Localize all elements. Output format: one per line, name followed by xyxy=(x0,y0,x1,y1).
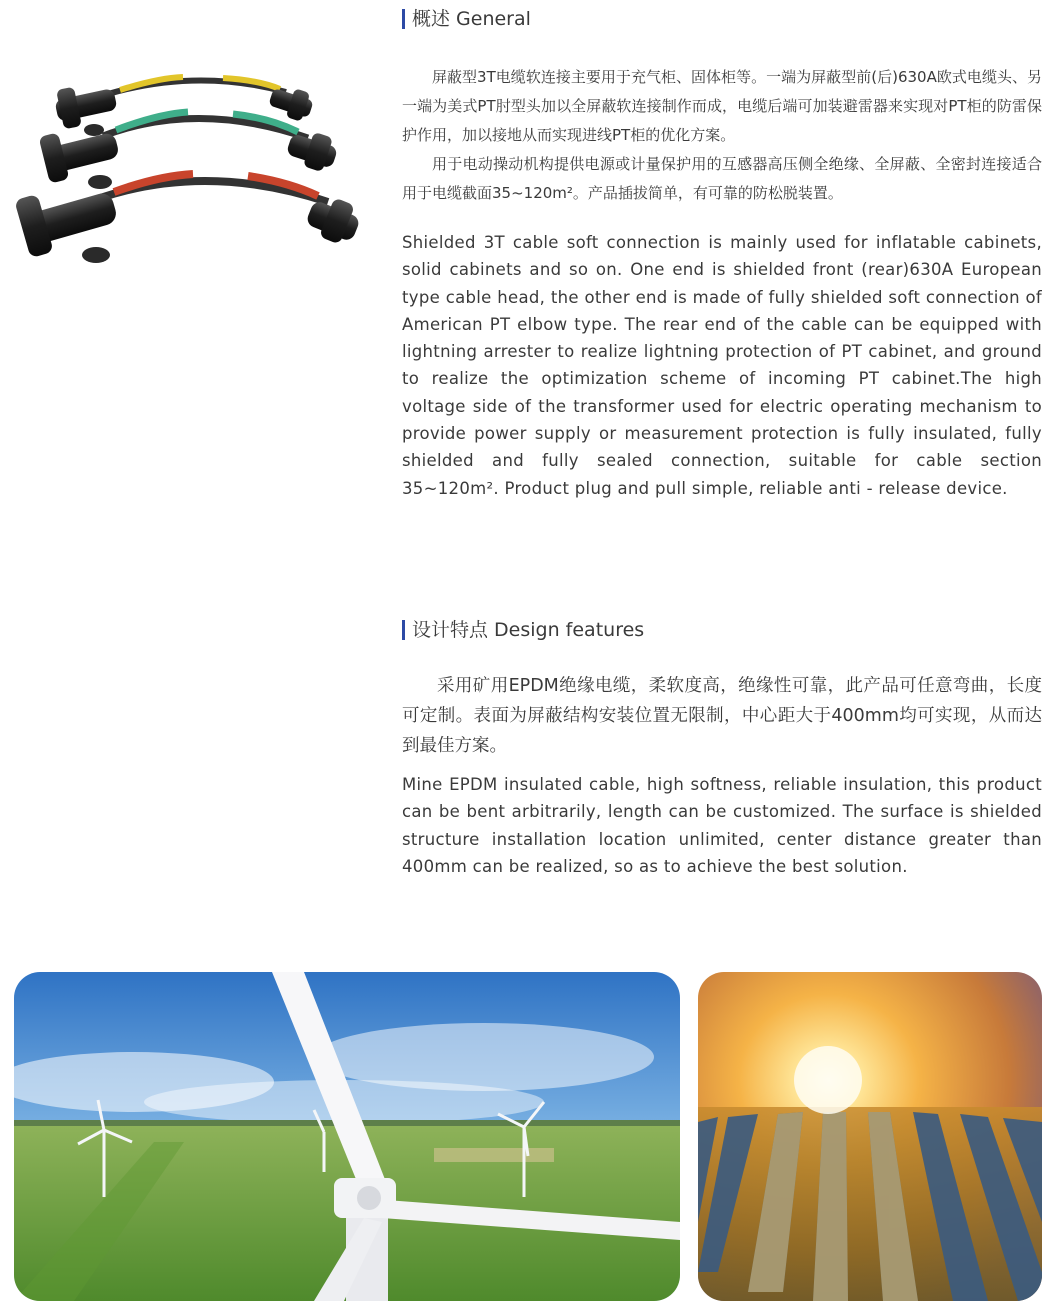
design-english-text: Mine EPDM insulated cable, high softness, reliable insulation, this product can be bent arbitrarily, length can be customized. The surface is shielded structure installation location unlimited, center distance greater than 400mm can be realized, so as to achieve the best solution. xyxy=(402,775,1042,876)
general-chinese-paragraph-1: 屏蔽型3T电缆软连接主要用于充气柜、固体柜等。一端为屏蔽型前(后)630A欧式电缆头、另一端为美式PT肘型头加以全屏蔽软连接制作而成，电缆后端可加装避雷器来实现对PT柜的防雷保护作用，加以接地从而实现进线PT柜的优化方案。 xyxy=(402,68,1042,144)
solar-panel-field-photo xyxy=(698,972,1042,1301)
design-section-title: 设计特点 Design features xyxy=(402,617,644,643)
wind-turbine-photo xyxy=(14,972,680,1301)
general-chinese-text xyxy=(402,63,1042,208)
design-chinese-paragraph: 采用矿用EPDM绝缘电缆，柔软度高，绝缘性可靠，此产品可任意弯曲，长度可定制。表面为屏蔽结构安装位置无限制，中心距大于400mm均可实现，从而达到最佳方案。 xyxy=(402,676,1042,756)
general-chinese-paragraph-2: 用于电动操动机构提供电源或计量保护用的互感器高压侧全绝缘、全屏蔽、全密封连接适合用于电缆截面35~120m²。产品插拔简单，有可靠的防松脱装置。 xyxy=(402,155,1042,202)
design-chinese-text xyxy=(402,671,1042,761)
red-cable-assembly xyxy=(14,174,361,263)
general-english-text: Shielded 3T cable soft connection is mainly used for inflatable cabinets, solid cabinets and so on. One end is shielded front (rear)630A European type cable head, the other end is made of fully shielded soft connection of American PT elbow type. The rear end of the cable can be equipped with lightning arrester to realize lightning protection of PT cabinet, and ground to realize the optimization scheme of incoming PT cabinet.The high voltage side of the transformer used for electric operating mechanism to provide power supply or measurement protection is fully insulated, fully shielded and fully sealed connection, suitable for cable section 35~120m². Product plug and pull simple, reliable anti - release device. xyxy=(402,233,1042,498)
general-section-title: 概述 General xyxy=(402,6,531,32)
cable-assembly-product-image xyxy=(8,70,363,285)
